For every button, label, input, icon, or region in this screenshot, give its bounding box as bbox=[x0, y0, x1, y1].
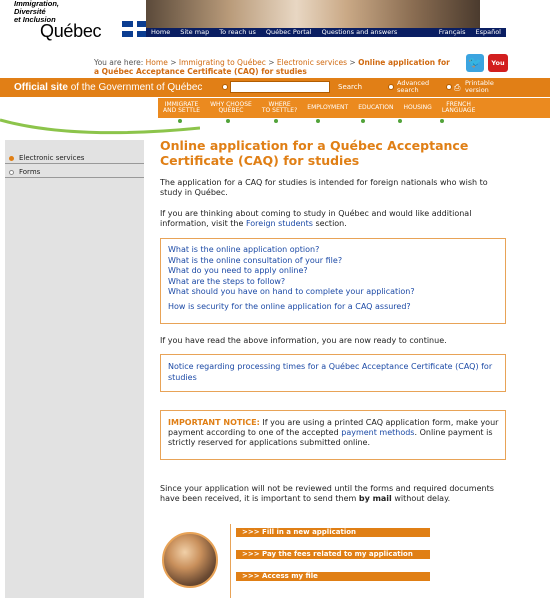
sidebar bbox=[5, 140, 144, 598]
nav-site-map[interactable]: Site map bbox=[180, 28, 210, 36]
lang-francais[interactable]: Français bbox=[438, 28, 466, 36]
nav-french-language[interactable]: FRENCH LANGUAGE bbox=[441, 100, 476, 114]
social-links bbox=[466, 54, 508, 72]
nav-where-to-settle[interactable]: WHERE TO SETTLE? bbox=[261, 100, 298, 114]
sidebar-item-forms[interactable]: Forms bbox=[5, 166, 144, 178]
nav-why-choose-quebec[interactable]: WHY CHOOSE QUÉBEC bbox=[210, 100, 252, 114]
twitter-icon[interactable]: 🐦 bbox=[466, 54, 484, 72]
faq-link-steps[interactable]: What are the steps to follow? bbox=[168, 276, 286, 286]
students-photo bbox=[162, 532, 218, 588]
inactive-bullet-icon bbox=[9, 170, 14, 175]
active-bullet-icon bbox=[9, 156, 14, 161]
search-radio[interactable] bbox=[222, 84, 228, 90]
faq-link-on-hand[interactable]: What should you have on hand to complete your application? bbox=[168, 287, 415, 296]
advanced-search-radio[interactable] bbox=[388, 84, 394, 90]
ready-text: If you have read the above information, you are now ready to continue. bbox=[160, 336, 447, 345]
breadcrumb-current: Online application for a Québec Acceptance Certificate (CAQ) for studies bbox=[94, 58, 450, 76]
nav-indicator-dots bbox=[158, 119, 550, 123]
faq-link-security[interactable]: How is security for the online application for a CAQ assured? bbox=[168, 301, 411, 311]
nav-housing[interactable]: HOUSING bbox=[403, 103, 432, 111]
visit-text: If you are thinking about coming to study in Québec and would like additional information, visit the Foreign students section. bbox=[160, 209, 472, 228]
printer-icon[interactable]: ⎙ bbox=[454, 83, 461, 92]
payment-methods-link[interactable]: payment methods bbox=[341, 428, 415, 437]
faq-link-online-option[interactable]: What is the online application option? bbox=[168, 245, 320, 254]
advanced-search-link[interactable]: Advanced search bbox=[397, 79, 430, 94]
faq-box bbox=[160, 238, 506, 324]
main-navigation bbox=[158, 98, 550, 118]
ministry-name: Immigration, Diversité et Inclusion bbox=[14, 0, 60, 24]
action-area bbox=[160, 524, 450, 598]
site-header bbox=[0, 0, 550, 75]
top-navigation bbox=[146, 28, 506, 37]
lang-espanol[interactable]: Español bbox=[475, 28, 501, 36]
important-notice-label: IMPORTANT NOTICE: bbox=[168, 418, 260, 427]
faq-link-what-you-need[interactable]: What do you need to apply online? bbox=[168, 266, 308, 275]
sidebar-item-electronic-services[interactable]: Electronic services bbox=[5, 152, 144, 164]
nav-questions-answers[interactable]: Questions and answers bbox=[321, 28, 398, 36]
nav-quebec-portal[interactable]: Québec Portal bbox=[265, 28, 312, 36]
fleurdelise-flag-icon bbox=[122, 21, 148, 37]
pay-fees-button[interactable]: >>> Pay the fees related to my application bbox=[236, 550, 430, 559]
nav-reach-us[interactable]: To reach us bbox=[219, 28, 256, 36]
search-input[interactable] bbox=[230, 81, 330, 93]
nav-education[interactable]: EDUCATION bbox=[358, 103, 394, 111]
access-my-file-button[interactable]: >>> Access my file bbox=[236, 572, 430, 581]
foreign-students-link[interactable]: Foreign students bbox=[245, 219, 313, 228]
printable-version-radio[interactable] bbox=[446, 84, 452, 90]
printable-version-link[interactable]: Printable version bbox=[465, 79, 494, 94]
important-notice-box bbox=[160, 410, 506, 460]
breadcrumb-electronic-services[interactable]: Electronic services bbox=[276, 58, 348, 67]
main-content bbox=[160, 138, 510, 503]
youtube-icon[interactable]: You bbox=[488, 54, 508, 72]
nav-home[interactable]: Home bbox=[151, 28, 171, 36]
intro-text: The application for a CAQ for studies is intended for foreign nationals who wish to study in Québec. bbox=[160, 178, 488, 197]
nav-employment[interactable]: EMPLOYMENT bbox=[307, 103, 349, 111]
nav-immigrate-settle[interactable]: IMMIGRATE AND SETTLE bbox=[163, 100, 201, 114]
breadcrumb-home[interactable]: Home bbox=[145, 58, 168, 67]
search-button[interactable]: Search bbox=[338, 83, 363, 91]
quebec-wordmark: Québec bbox=[40, 21, 102, 41]
breadcrumb: You are here: Home > Immigrating to Québec > Electronic services > Online application for a Québec Acceptance Certificate (CAQ) for studies bbox=[94, 58, 450, 76]
page-title: Online application for a Québec Acceptance Certificate (CAQ) for studies bbox=[160, 138, 469, 168]
header-banner-image bbox=[146, 0, 480, 28]
breadcrumb-immigrating[interactable]: Immigrating to Québec bbox=[178, 58, 266, 67]
fill-new-application-button[interactable]: >>> Fill in a new application bbox=[236, 528, 430, 537]
official-site-bar bbox=[0, 78, 550, 97]
quebec-logo[interactable] bbox=[14, 0, 144, 40]
faq-link-online-consultation[interactable]: What is the online consultation of your file? bbox=[168, 255, 343, 265]
important-notice-text: IMPORTANT NOTICE: If you are using a printed CAQ application form, make your payment according to one of the accepted payment methods. Online payment is strictly reserved for applications submitted online. bbox=[168, 418, 499, 447]
processing-times-box bbox=[160, 354, 506, 392]
mail-text: Since your application will not be reviewed until the forms and required documents have been received, it is important to send them by mail without delay. bbox=[160, 484, 494, 503]
official-site-label: Official site of the Government of Québec bbox=[14, 82, 203, 93]
processing-times-link[interactable]: Notice regarding processing times for a Québec Acceptance Certificate (CAQ) for studies bbox=[168, 362, 493, 382]
